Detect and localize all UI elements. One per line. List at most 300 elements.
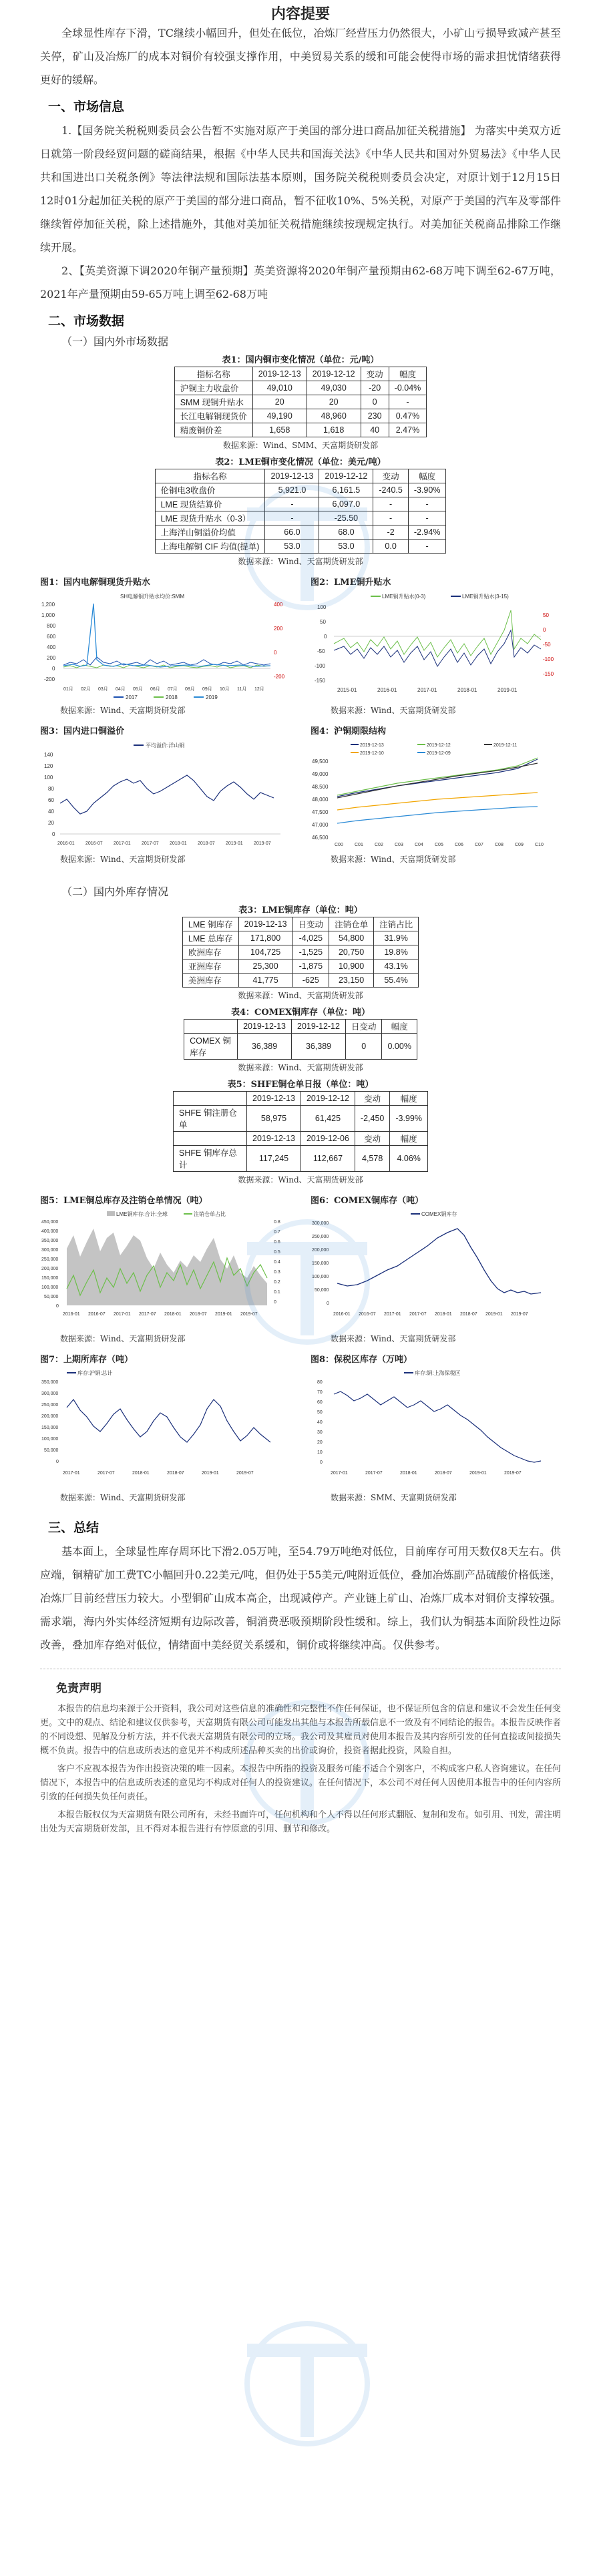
- tick-label: C00: [335, 843, 343, 847]
- table3-source: 数据来源：Wind、天富期货研发部: [238, 991, 363, 1000]
- tick-label: 0: [52, 666, 55, 672]
- tick-label: 30: [317, 1430, 323, 1435]
- tick-label: 40: [317, 1420, 323, 1425]
- table-cell: 55.4%: [374, 974, 419, 988]
- figure-row-4: [40, 1352, 561, 1503]
- tick-label: C08: [495, 843, 504, 847]
- table-cell: -: [408, 497, 446, 511]
- tick-label: 2019-01: [485, 1312, 503, 1317]
- tick-label: 80: [48, 786, 54, 792]
- table-cell: 53.0: [265, 540, 319, 554]
- table-cell: 117,245: [247, 1146, 301, 1172]
- tick-label: 01月: [63, 687, 73, 692]
- tick-label: -100: [315, 663, 326, 669]
- legend-label: LME铜升贴水(0-3): [382, 594, 426, 600]
- table-cell: 0: [361, 395, 389, 409]
- table-cell: -: [265, 497, 319, 511]
- table-cell: 0.00%: [382, 1034, 417, 1060]
- tick-label: 08月: [185, 687, 195, 692]
- table-cell: LME 现货结算价: [155, 497, 265, 511]
- figure8-source: 数据来源：SMM、天富期货研发部: [331, 1493, 457, 1502]
- tick-label: 47,000: [312, 822, 329, 828]
- figure1: [40, 575, 290, 716]
- tick-label: 0: [274, 1300, 276, 1305]
- bonded-series-line: [334, 1391, 541, 1462]
- tick-label: 2019-07: [504, 1471, 522, 1476]
- tick-label: -50: [317, 648, 325, 654]
- table-cell: SMM 现铜升贴水: [174, 395, 252, 409]
- tick-label: 2018-01: [170, 841, 187, 846]
- tick-label: 300,000: [312, 1221, 329, 1226]
- tick-label: C03: [395, 843, 403, 847]
- tick-label: 09月: [202, 687, 212, 692]
- series-line-3-15: [334, 630, 541, 666]
- figure1-source: 数据来源：Wind、天富期货研发部: [60, 706, 186, 715]
- tick-label: 0.8: [274, 1220, 280, 1225]
- legend-label: 2019-12-13: [360, 743, 384, 748]
- table3-caption: 表3：LME铜库存（单位：吨）: [238, 905, 363, 915]
- tick-label: 200: [47, 655, 56, 661]
- table-cell: 23,150: [329, 974, 374, 988]
- tick-label: 2017-07: [139, 1312, 156, 1317]
- watermark-logo: [220, 2304, 394, 2450]
- tick-label: 2017-01: [114, 1312, 131, 1317]
- table-row: [174, 381, 427, 395]
- tick-label: 2018-07: [460, 1312, 477, 1317]
- table-cell: -240.5: [373, 483, 408, 497]
- tick-label: 150,000: [41, 1426, 59, 1430]
- table-cell: -25.50: [319, 511, 373, 525]
- tick-label: 2017-01: [114, 841, 131, 846]
- table-header: 2019-12-13: [265, 469, 319, 483]
- table-header: 变动: [355, 1092, 389, 1106]
- series-line-2019-12-09: [337, 807, 538, 823]
- tick-label: 50: [543, 612, 549, 618]
- table-cell: 58,975: [247, 1106, 301, 1132]
- tick-label: 2018-01: [400, 1471, 417, 1476]
- tick-label: 02月: [81, 687, 91, 692]
- figure2: [311, 575, 561, 716]
- table-header: [184, 1020, 238, 1034]
- tick-label: C04: [415, 843, 423, 847]
- table4: [184, 1019, 417, 1060]
- figure8: [311, 1352, 561, 1503]
- figure4-source: 数据来源：Wind、天富期货研发部: [331, 855, 456, 864]
- tick-label: 49,000: [312, 771, 329, 777]
- shfe-inventory-chart: [40, 1367, 290, 1488]
- tick-label: 2016-01: [63, 1312, 80, 1317]
- tick-label: 2016-01: [333, 1312, 351, 1317]
- table-cell: -3.90%: [408, 483, 446, 497]
- table-header: 2019-12-13: [238, 1020, 292, 1034]
- table4-caption: 表4：COMEX铜库存（单位：吨）: [230, 1008, 371, 1018]
- tick-label: C09: [515, 843, 524, 847]
- table5-caption: 表5：SHFE铜仓单日报（单位：吨）: [227, 1080, 374, 1090]
- figure3-source: 数据来源：Wind、天富期货研发部: [60, 855, 186, 864]
- legend-label: 2019-12-12: [427, 743, 451, 748]
- legend-label: 2019-12-11: [493, 743, 518, 748]
- figure4-caption: 图4：沪铜期限结构: [311, 726, 387, 736]
- tick-label: 07月: [168, 687, 178, 692]
- tick-label: 0: [324, 634, 327, 640]
- table-header: 注销仓单: [329, 917, 374, 931]
- page-title: 内容提要: [270, 5, 330, 23]
- table-header: 指标名称: [174, 367, 252, 381]
- table1-source: 数据来源：Wind、SMM、天富期货研发部: [222, 441, 379, 450]
- table-cell: 沪铜主力收盘价: [174, 381, 252, 395]
- table-cell: 欧洲库存: [182, 945, 238, 959]
- tick-label: 2019-07: [511, 1312, 528, 1317]
- tick-label: 300,000: [41, 1391, 59, 1396]
- tick-label: 200,000: [41, 1414, 59, 1419]
- table-cell: 25,300: [238, 959, 292, 974]
- table-header: 变动: [361, 367, 389, 381]
- series-line-2019-12-12: [337, 758, 538, 795]
- table-header: 注销占比: [374, 917, 419, 931]
- tick-label: C05: [435, 843, 443, 847]
- table2-caption: 表2：LME铜市变化情况（单位：美元/吨）: [215, 457, 386, 467]
- figure8-caption: 图8：保税区库存（万吨）: [311, 1355, 413, 1365]
- tick-label: 800: [47, 623, 56, 629]
- tick-label: 2018-01: [457, 687, 477, 693]
- figure4: [311, 724, 561, 865]
- tick-label: 0: [274, 650, 277, 656]
- figure2-source: 数据来源：Wind、天富期货研发部: [331, 706, 456, 715]
- figure6-source: 数据来源：Wind、天富期货研发部: [331, 1334, 456, 1343]
- tick-label: 2018-07: [198, 841, 215, 846]
- tick-label: 06月: [150, 687, 160, 692]
- chart-legend: SH电解铜升贴水均价:SMM: [120, 594, 184, 600]
- summary-paragraph: 全球显性库存下滑，TC继续小幅回升，但处在低位，冶炼厂经营压力仍然很大，小矿山亏损导致减产甚至关停，矿山及冶炼厂的成本对铜价有较强支撑作用，中美贸易关系的缓和可能会使得市场的需求担忧情绪获得更好的缓解。: [40, 27, 561, 86]
- tick-label: 0: [543, 627, 546, 633]
- table-cell: 20: [307, 395, 361, 409]
- tick-label: 2018-07: [167, 1471, 184, 1476]
- series-line-2019: [63, 604, 270, 667]
- table-row: [174, 1146, 428, 1172]
- table-row: [155, 497, 446, 511]
- table1-block: [40, 353, 561, 451]
- tick-label: 2017-01: [331, 1471, 348, 1476]
- tick-label: 0.3: [274, 1270, 280, 1275]
- tick-label: 60: [48, 797, 54, 803]
- table-cell: 68.0: [319, 525, 373, 540]
- summary-conclusion: 基本面上，全球显性库存周环比下滑2.05万吨，至54.79万吨绝对低位，目前库存可用天数仅8天左右。供应端，铜精矿加工费TC小幅回升0.22美元/吨，但仍处于55美元/吨附近低位，叠加冶炼副产品硫酸价格低迷，冶炼厂目前经营压力较大。小型铜矿山成本高企，出现减停产。产业链上矿山、冶炼厂成本对铜价支撑较强。需求端，海内外实体经济短期有边际改善，铜消费恶吸预期阶段性缓和。综上，我们认为铜基本面阶段性边际改善，叠加库存绝对低位，情绪面中美经贸关系缓和，铜价或将继续冲高。仅供参考。: [40, 1545, 561, 1651]
- tick-label: 11月: [237, 687, 247, 692]
- table-cell: 伦铜电3收盘价: [155, 483, 265, 497]
- tick-label: 400: [47, 644, 56, 650]
- table-cell: -1,875: [292, 959, 329, 974]
- tick-label: 04月: [116, 687, 126, 692]
- table-header: 幅度: [389, 367, 427, 381]
- tick-label: 250,000: [41, 1257, 59, 1262]
- tick-label: 48,500: [312, 784, 329, 790]
- tick-label: C10: [535, 843, 544, 847]
- tick-label: 2019-07: [240, 1312, 258, 1317]
- legend-label: 2019-12-09: [427, 751, 451, 756]
- table3-block: [40, 903, 561, 1001]
- tick-label: 47,500: [312, 809, 329, 815]
- subsection-heading-markets: （一）国内外市场数据: [61, 335, 169, 348]
- tick-label: 0: [56, 1460, 59, 1464]
- table-cell: 20,750: [329, 945, 374, 959]
- news-item-1: 1.【国务院关税税则委员会公告暂不实施对原产于美国的部分进口商品加征关税措施】 为落实中美双方近日就第一阶段经贸问题的磋商结果，根据《中华人民共和国海关法》《中华人民共和国对外贸易法》《中华人民共和国进出口关税条例》等法律法规和国际法基本原则，国务院关税税则委员会决定，对原计划于12月15日12时01分起加征关税的原产于美国的部分进口商品，暂不征收10%、5%关税，对原产于美国的汽车及零部件继续暂停加征关税，除上述措施外，其他对美加征关税措施继续按现规定执行。对美加征关税商品排除工作继续开展。: [40, 124, 561, 254]
- figure2-caption: 图2：LME铜升贴水: [311, 578, 391, 588]
- table-cell: -2,450: [355, 1106, 389, 1132]
- table-row: [182, 959, 418, 974]
- table-row: [155, 511, 446, 525]
- tick-label: 2017-01: [384, 1312, 401, 1317]
- tick-label: 20: [317, 1440, 323, 1445]
- comex-series-line: [337, 1229, 541, 1294]
- table5-source: 数据来源：Wind、天富期货研发部: [238, 1175, 363, 1185]
- figure-row-2: [40, 724, 561, 865]
- table-header: 2019-12-12: [319, 469, 373, 483]
- tick-label: 2017-07: [409, 1312, 427, 1317]
- table-cell: 亚洲库存: [182, 959, 238, 974]
- figure7-source: 数据来源：Wind、天富期货研发部: [60, 1493, 186, 1502]
- legend-label: COMEX铜库存: [421, 1211, 457, 1217]
- table-cell: 54,800: [329, 931, 374, 945]
- table-header: 幅度: [408, 469, 446, 483]
- table-row: [174, 395, 427, 409]
- table-header: [174, 1092, 247, 1106]
- disclaimer-title: 免责声明: [56, 1682, 102, 1695]
- table-cell: 5,921.0: [265, 483, 319, 497]
- table-cell: SHFE 铜注册仓单: [174, 1106, 247, 1132]
- table-cell: -20: [361, 381, 389, 395]
- table-cell: COMEX 铜库存: [184, 1034, 238, 1060]
- tick-label: 100,000: [41, 1285, 59, 1290]
- table-header: 2019-12-13: [252, 367, 307, 381]
- table-cell: 精废铜价差: [174, 423, 252, 437]
- tick-label: 200,000: [41, 1267, 59, 1271]
- table-cell: 6,097.0: [319, 497, 373, 511]
- tick-label: 50,000: [315, 1288, 329, 1293]
- series-line-0-3: [334, 610, 541, 657]
- tick-label: 250,000: [41, 1403, 59, 1408]
- table-cell: 上海电解铜 CIF 均值(提单): [155, 540, 265, 554]
- legend-label: LME铜升贴水(3-15): [462, 594, 509, 600]
- tick-label: 100: [44, 775, 53, 781]
- tick-label: 0.6: [274, 1240, 280, 1245]
- tick-label: C01: [355, 843, 363, 847]
- series-line-2019-12-10: [337, 793, 538, 810]
- table-cell: 6,161.5: [319, 483, 373, 497]
- legend-label: 2018: [166, 694, 178, 700]
- tick-label: 40: [48, 809, 54, 815]
- table-cell: 49,010: [252, 381, 307, 395]
- tick-label: 350,000: [41, 1380, 59, 1385]
- tick-label: 140: [44, 752, 53, 758]
- bonded-inventory-chart: [311, 1367, 561, 1488]
- table-cell: 31.9%: [374, 931, 419, 945]
- tick-label: 200,000: [312, 1248, 329, 1253]
- table-cell: -: [408, 540, 446, 554]
- figure5-caption: 图5：LME铜总库存及注销仓单情况（吨）: [40, 1196, 208, 1206]
- table2-source: 数据来源：Wind、天富期货研发部: [238, 557, 363, 566]
- table-cell: -625: [292, 974, 329, 988]
- series-line-2017: [63, 657, 270, 665]
- table-cell: 美洲库存: [182, 974, 238, 988]
- premium-series-line: [60, 775, 274, 814]
- tick-label: 2019-01: [226, 841, 243, 846]
- table3: [182, 917, 419, 988]
- tick-label: 2017-07: [142, 841, 159, 846]
- table-header: 2019-12-12: [307, 367, 361, 381]
- table-row: [182, 974, 418, 988]
- table1-caption: 表1：国内铜市变化情况（单位：元/吨）: [222, 355, 379, 365]
- tick-label: 100,000: [41, 1437, 59, 1442]
- tick-label: 50,000: [44, 1295, 59, 1299]
- figure3-caption: 图3：国内进口铜溢价: [40, 726, 125, 736]
- table-row: [155, 540, 446, 554]
- inventory-area: [67, 1229, 267, 1305]
- tick-label: 05月: [133, 687, 143, 692]
- table-header: 2019-12-12: [292, 1020, 346, 1034]
- figure7: [40, 1352, 290, 1503]
- tick-label: 2018-07: [435, 1471, 452, 1476]
- tick-label: 49,500: [312, 759, 329, 765]
- table-cell: 49,030: [307, 381, 361, 395]
- tick-label: -200: [274, 674, 285, 680]
- tick-label: 12月: [254, 687, 264, 692]
- legend-label: 库存:铜:上海保税区: [415, 1370, 461, 1376]
- legend-label: 平均溢价:洋山铜: [146, 742, 185, 748]
- table-header: 变动: [373, 469, 408, 483]
- tick-label: 250,000: [312, 1235, 329, 1239]
- tick-label: 350,000: [41, 1239, 59, 1243]
- section-heading-market-info: 一、市场信息: [48, 99, 125, 114]
- tick-label: 100,000: [312, 1275, 329, 1279]
- table-header: 2019-12-12: [300, 1092, 355, 1106]
- tick-label: 2018-01: [132, 1471, 150, 1476]
- lme-inventory-chart: [40, 1209, 290, 1329]
- table-cell: 53.0: [319, 540, 373, 554]
- table-cell: -: [373, 497, 408, 511]
- table-cell: 61,425: [300, 1106, 355, 1132]
- legend-label: 注销仓单占比: [194, 1211, 226, 1217]
- table-cell: -: [373, 511, 408, 525]
- legend-label: 2019: [206, 694, 218, 700]
- tick-label: -100: [543, 656, 554, 662]
- tick-label: 50: [320, 619, 326, 625]
- figure-row-3: [40, 1193, 561, 1344]
- tick-label: 48,000: [312, 797, 329, 803]
- tick-label: 150,000: [312, 1261, 329, 1266]
- table-cell: 20: [252, 395, 307, 409]
- table-cell: 112,667: [300, 1146, 355, 1172]
- tick-label: 50,000: [44, 1448, 59, 1453]
- tick-label: 20: [48, 820, 54, 826]
- table-cell: -: [265, 511, 319, 525]
- disclaimer-paragraph-2: 客户不应视本报告为作出投资决策的唯一因素。本报告中所指的投资及服务可能不适合个别客户，不构成客户私人咨询建议。在任何情况下，本报告中的信息或所表述的意见均不构成对任何人的投资建议。在任何情况下，本公司不对任何人因使用本报告中的任何内容所引致的任何损失负任何责任。: [40, 1764, 562, 1802]
- import-premium-chart: [40, 739, 290, 849]
- table-header: 指标名称: [155, 469, 265, 483]
- table-cell: -: [408, 511, 446, 525]
- tick-label: 0.1: [274, 1290, 280, 1295]
- tick-label: 2017-01: [417, 687, 437, 693]
- table-header: 2019-12-13: [238, 917, 292, 931]
- table-cell: 长江电解铜现货价: [174, 409, 252, 423]
- table-row: [155, 483, 446, 497]
- figure5-source: 数据来源：Wind、天富期货研发部: [60, 1334, 186, 1343]
- tick-label: 1,200: [41, 602, 55, 608]
- tick-label: 03月: [98, 687, 108, 692]
- table-cell: -: [389, 395, 427, 409]
- table-cell: 4.06%: [390, 1146, 428, 1172]
- table-cell: 10,900: [329, 959, 374, 974]
- tick-label: 400: [274, 602, 283, 608]
- tick-label: 0.2: [274, 1280, 280, 1285]
- table-cell: 66.0: [265, 525, 319, 540]
- table-cell: 变动: [355, 1132, 389, 1146]
- legend-label: 库存:沪铜:总计: [77, 1370, 113, 1376]
- tick-label: 2015-01: [337, 687, 357, 693]
- tick-label: 300,000: [41, 1248, 59, 1253]
- subsection-heading-inventory: （二）国内外库存情况: [61, 885, 169, 898]
- figure1-caption: 图1：国内电解铜现货升贴水: [40, 578, 151, 588]
- table-row: [174, 1132, 428, 1146]
- table-cell: 1,658: [252, 423, 307, 437]
- table5-block: [40, 1077, 561, 1185]
- section-heading-market-data: 二、市场数据: [48, 314, 125, 329]
- legend-label: LME铜库存:合计:全球: [116, 1211, 168, 1217]
- tick-label: 0: [327, 1301, 329, 1306]
- tick-label: 2019-07: [254, 841, 271, 846]
- figure6: [311, 1193, 561, 1344]
- table-cell: 41,775: [238, 974, 292, 988]
- table-row: [182, 945, 418, 959]
- table2-block: [40, 455, 561, 567]
- table-row: [174, 423, 427, 437]
- section-heading-summary: 三、总结: [48, 1520, 99, 1535]
- comex-inventory-chart: [311, 1209, 561, 1329]
- table-cell: 上海洋山铜溢价均值: [155, 525, 265, 540]
- table-header: 日变动: [292, 917, 329, 931]
- tick-label: 2019-01: [469, 1471, 487, 1476]
- tick-label: 0: [52, 831, 55, 837]
- spot-premium-chart: [40, 590, 290, 700]
- tick-label: 450,000: [41, 1220, 59, 1225]
- disclaimer-paragraph-1: 本报告的信息均来源于公开资料，我公司对这些信息的准确性和完整性不作任何保证，也不保证所包含的信息和建议不会发生任何变更。文中的观点、结论和建议仅供参考，天富期货有限公司可能发出其他与本报告所载信息不一致及有不同结论的报告。本报告反映作者的不同设想、见解及分析方法，并不代表天富期货有限公司的立场。我公司及其雇员对使用本报告及其内容所引发的任何直接或间接损失概不负责。报告中的信息或所表达的意见并不构成所述品种买卖的出价或询价，投资者据此投资，风险自担。: [40, 1704, 562, 1756]
- tick-label: 100: [317, 604, 327, 610]
- figure5: [40, 1193, 290, 1344]
- table-header: 幅度: [390, 1092, 428, 1106]
- table-cell: -1,525: [292, 945, 329, 959]
- tick-label: 60: [317, 1400, 323, 1405]
- table4-block: [40, 1005, 561, 1073]
- tick-label: C02: [375, 843, 383, 847]
- table-cell: LME 总库存: [182, 931, 238, 945]
- table-cell: 43.1%: [374, 959, 419, 974]
- tick-label: -200: [44, 676, 55, 682]
- tick-label: 50: [317, 1410, 323, 1415]
- tick-label: 2016-07: [85, 841, 103, 846]
- table4-source: 数据来源：Wind、天富期货研发部: [238, 1063, 363, 1072]
- shfe-series-line: [67, 1400, 270, 1442]
- table-cell: 4,578: [355, 1146, 389, 1172]
- lme-spread-chart: [311, 590, 561, 700]
- legend-label: 2019-12-10: [360, 751, 384, 756]
- tick-label: -150: [543, 671, 554, 677]
- figure3: [40, 724, 290, 865]
- table1: [174, 367, 427, 437]
- figure7-caption: 图7：上期所库存（吨）: [40, 1355, 134, 1365]
- table-cell: 40: [361, 423, 389, 437]
- table-cell: 0.0: [373, 540, 408, 554]
- table-cell: -3.99%: [390, 1106, 428, 1132]
- tick-label: 46,500: [312, 835, 329, 841]
